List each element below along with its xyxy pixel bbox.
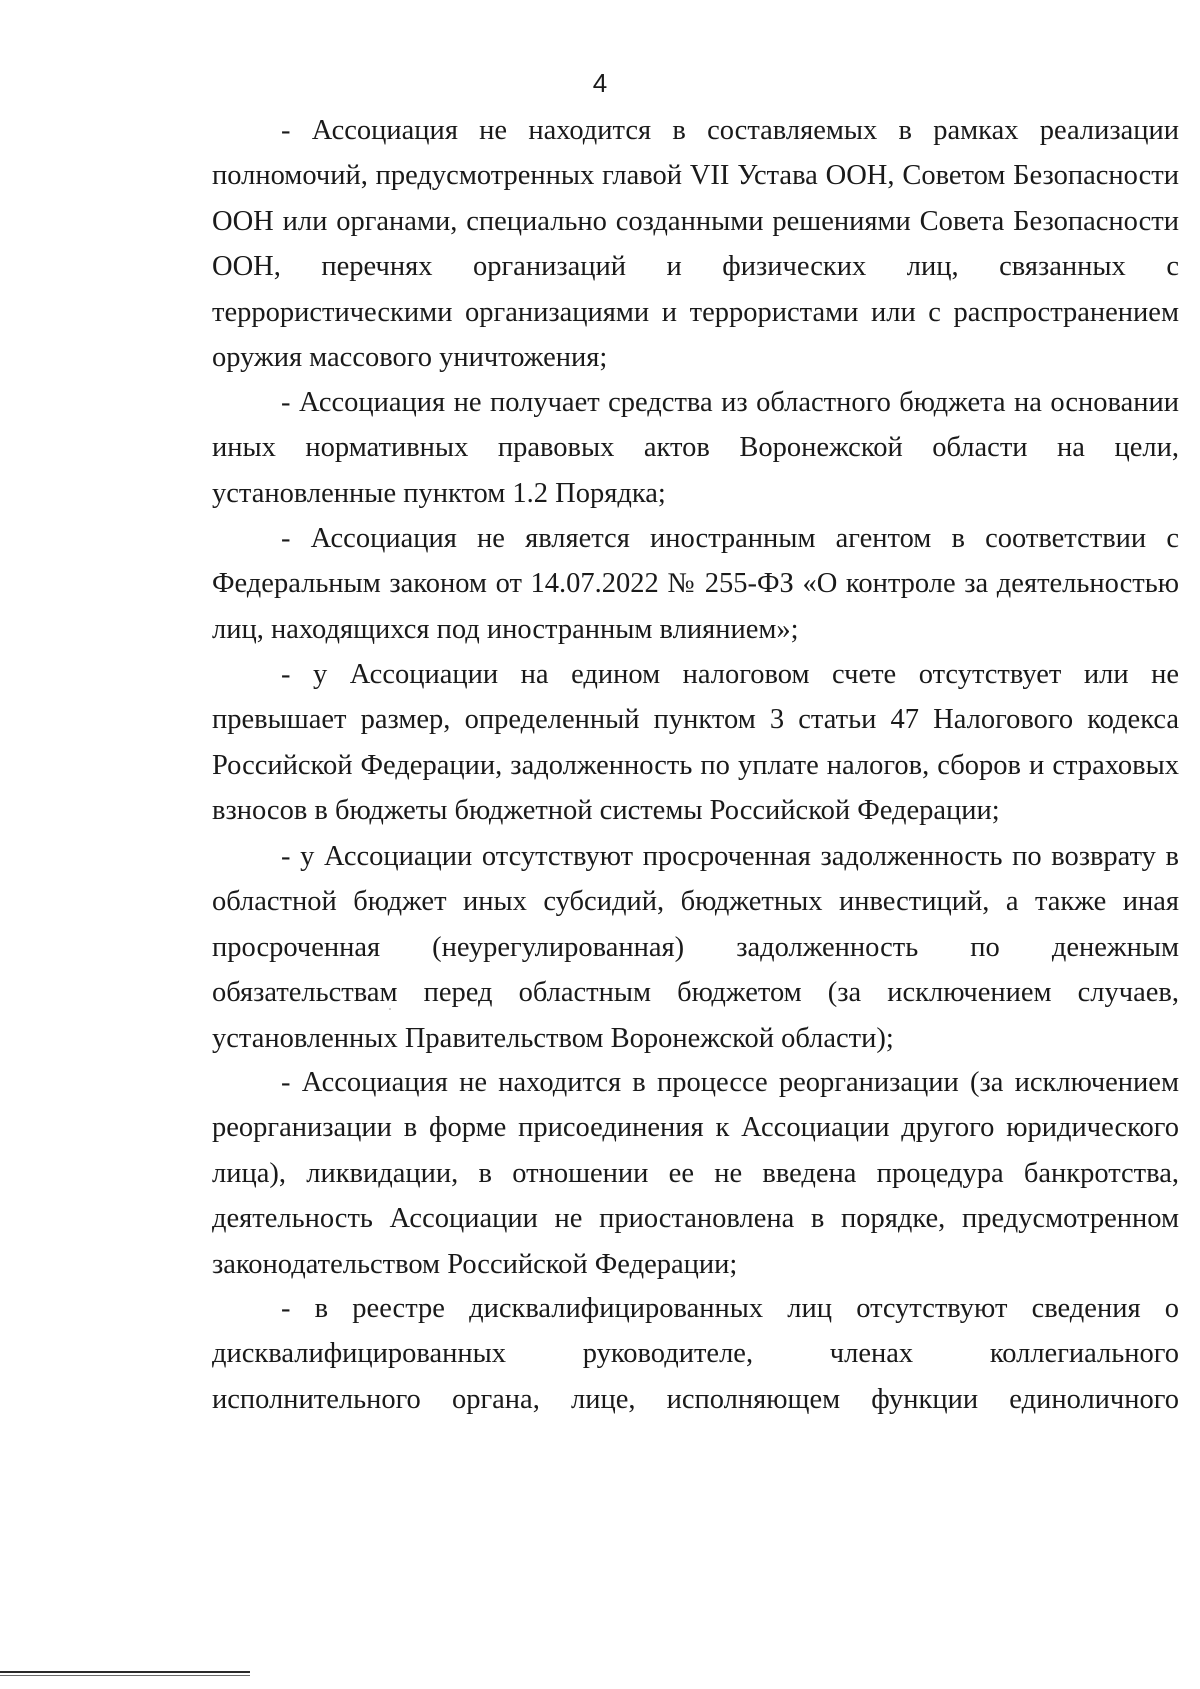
- paragraph-regional-budget-funds: - Ассоциация не получает средства из областного бюджета на основании иных нормативных правовых актов Воронежской области на цели, установленные пунктом 1.2 Порядка;: [212, 387, 1179, 509]
- paragraph-reorganization: - Ассоциация не находится в процессе реорганизации (за исключением реорганизации в форме присоединения к Ассоциации другого юридического лица), ликвидации, в отношении ее не введена процедура банкротства, деятельность Ассоциации не приостановлена в порядке, предусмотренном законодательством Российской Федерации;: [212, 1067, 1179, 1280]
- paragraph-un-sanctions-lists: - Ассоциация не находится в составляемых в рамках реализации полномочий, предусмотренных главой VII Устава ООН, Советом Безопасности ООН или органами, специально созданными решениями Совета Безопасности ООН, перечнях организаций и физических лиц, связанных с террористическими организациями и террористами или с распространением оружия массового уничтожения;: [212, 115, 1179, 374]
- scan-edge-line: [0, 1671, 250, 1673]
- scan-speck: [389, 1008, 391, 1010]
- page-number: 4: [592, 68, 608, 98]
- paragraph-overdue-debt: - у Ассоциации отсутствуют просроченная задолженность по возврату в областной бюджет иных субсидий, бюджетных инвестиций, а также иная просроченная (неурегулированная) задолженность по денежным обязательствам перед областным бюджетом (за исключением случаев, установленных Правительством Воронежской области);: [212, 841, 1179, 1054]
- paragraph-foreign-agent-status: - Ассоциация не является иностранным агентом в соответствии с Федеральным законом от 14.07.2022 № 255-ФЗ «О контроле за деятельностью лиц, находящихся под иностранным влиянием»;: [212, 523, 1179, 645]
- scan-edge-line-secondary: [0, 1675, 250, 1676]
- paragraph-tax-debt: - у Ассоциации на едином налоговом счете отсутствует или не превышает размер, определенный пунктом 3 статьи 47 Налогового кодекса Российской Федерации, задолженность по уплате налогов, сборов и страховых взносов в бюджеты бюджетной системы Российской Федерации;: [212, 659, 1179, 827]
- paragraph-disqualified-persons: - в реестре дисквалифицированных лиц отсутствуют сведения о дисквалифицированных руководителе, членах коллегиального исполнительного органа, лице, исполняющем функции единоличного: [212, 1293, 1179, 1415]
